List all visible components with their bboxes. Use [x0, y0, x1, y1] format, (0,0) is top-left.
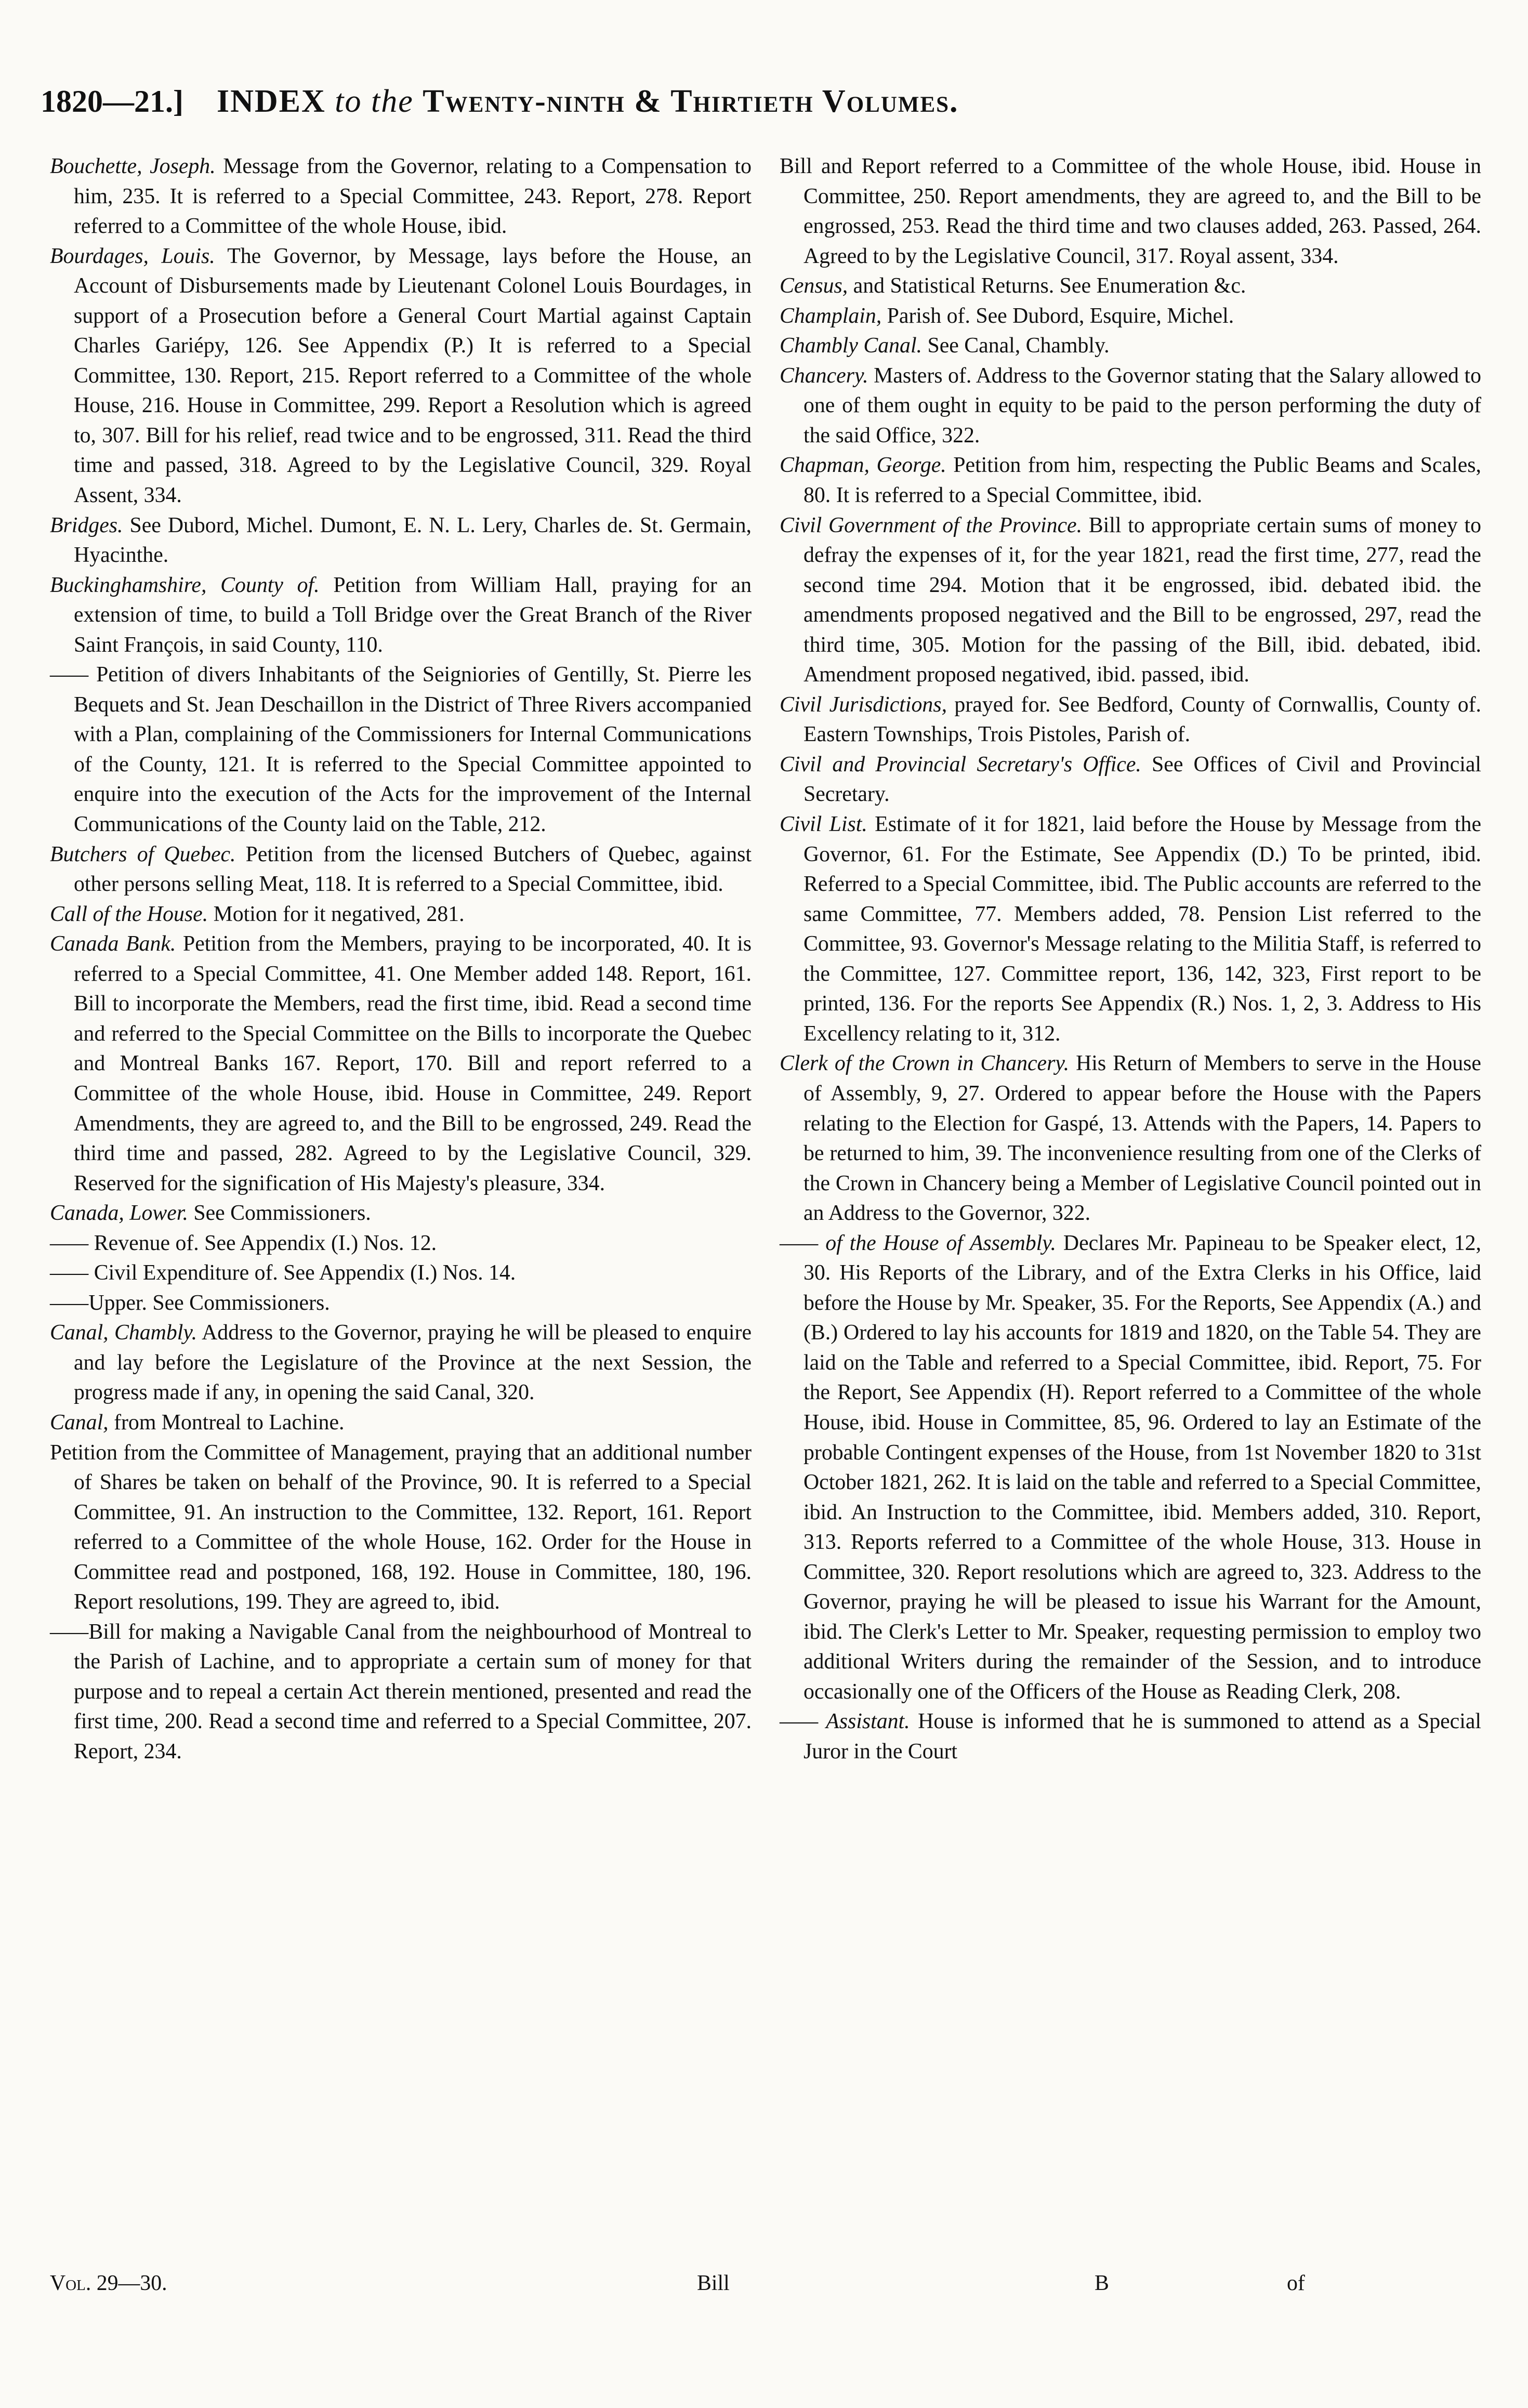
header-title-the: the	[371, 84, 414, 119]
entry-heading: Chambly Canal.	[780, 334, 923, 358]
entry-heading: ——	[50, 1261, 89, 1285]
index-entry	[50, 152, 752, 242]
index-entry	[780, 1229, 1481, 1707]
index-entry	[780, 810, 1481, 1049]
entry-heading: Chapman, George.	[780, 453, 946, 478]
entry-heading: Call of the House.	[50, 902, 208, 926]
entry-heading: Civil Jurisdictions,	[780, 692, 947, 717]
entry-text: Upper. See Commissioners.	[88, 1291, 330, 1315]
index-entry	[780, 271, 1481, 301]
entry-heading: Butchers of Quebec.	[50, 842, 236, 866]
entry-heading: —— of the House of Assembly.	[780, 1231, 1056, 1255]
index-entry	[780, 301, 1481, 332]
index-entry	[780, 511, 1481, 690]
index-entry	[50, 1318, 752, 1408]
entry-text: Petition of divers Inhabitants of the Seigniories of Gentilly, St. Pierre les Bequets and St. Jean Deschaillon in the District of Three Rivers accompanied with a Plan, complaining of the Commissioners for Internal Communications of the County, 121. It is referred to the Special Committee appointed to enquire into the execution of the Acts for the improvement of the Internal Communications of the County laid on the Table, 212.	[74, 663, 752, 837]
entry-heading: Clerk of the Crown in Chancery.	[780, 1051, 1070, 1076]
entry-text: Petition from him, respecting the Public Beams and Scales, 80. It is referred to a Special Committee, ibid.	[803, 453, 1482, 508]
index-entry	[50, 1617, 752, 1767]
entry-text: from Montreal to Lachine.	[108, 1410, 345, 1435]
entry-text: Revenue of. See Appendix (I.) Nos. 12.	[88, 1231, 437, 1255]
header-title	[217, 83, 959, 120]
entry-text: prayed for. See Bedford, County of Cornwallis, County of. Eastern Townships, Trois Pistoles, Parish of.	[803, 692, 1481, 747]
index-entry	[780, 1049, 1481, 1228]
entry-heading: ——	[50, 1231, 89, 1255]
entry-heading: —— Assistant.	[780, 1709, 910, 1734]
index-entry	[50, 1408, 752, 1438]
entry-text: Petition from William Hall, praying for an extension of time, to build a Toll Bridge over the Great Branch of the River Saint François, in said County, 110.	[74, 573, 752, 657]
entry-text: See Dubord, Michel. Dumont, E. N. L. Lery, Charles de. St. Germain, Hyacinthe.	[74, 513, 752, 568]
index-entry	[50, 1258, 752, 1288]
entry-text: Motion for it negatived, 281.	[208, 902, 465, 926]
signature-mark: B	[1095, 2271, 1109, 2295]
index-entry	[780, 152, 1481, 271]
page-footer	[50, 2269, 1401, 2300]
index-entry	[780, 1707, 1481, 1767]
index-entry	[780, 690, 1481, 750]
index-entry	[50, 1229, 752, 1259]
entry-heading: Civil Government of the Province.	[780, 513, 1083, 537]
entry-heading: Canada Bank.	[50, 932, 176, 956]
entry-text: Masters of. Address to the Governor stating that the Salary allowed to one of them ought in equity to be paid to the person performing the duty of the said Office, 322.	[803, 363, 1481, 448]
header-years: 1820—21.]	[41, 84, 183, 119]
entry-text: Parish of. See Dubord, Esquire, Michel.	[881, 304, 1234, 328]
index-entry	[50, 511, 752, 571]
index-entry	[50, 840, 752, 900]
index-entry	[50, 571, 752, 661]
entry-text: Declares Mr. Papineau to be Speaker elect, 12, 30. His Reports of the Library, and of the Extra Clerks in his Office, laid before the House by Mr. Speaker, 35. For the Reports, See Appendix (A.) and (B.) Ordered to lay his accounts for 1819 and 1820, on the Table 54. They are laid on the Table and referred to a Special Committee, ibid. Report, 75. For the Report, See Appendix (H). Report referred to a Committee of the whole House, ibid. House in Committee, 85, 96. Ordered to lay an Estimate of the probable Contingent expenses of the House, from 1st November 1820 to 31st October 1821, 262. It is laid on the table and referred to a Special Committee, ibid. An Instruction to the Committee, ibid. Members added, 310. Report, 313. Reports referred to a Committee of the whole House, 313. House in Committee, 320. Report resolutions which are agreed to, 323. Address to the Governor, praying he will be pleased to issue his Warrant for the Amount, ibid. The Clerk's Letter to Mr. Speaker, requesting permission to employ two additional Writers during the remainder of the Session, and to introduce occasionally one of the Officers of the House as Reading Clerk, 208.	[803, 1231, 1481, 1704]
index-entry	[50, 929, 752, 1199]
index-entry	[780, 361, 1481, 451]
entry-text: House is informed that he is summoned to attend as a Special Juror in the Court	[803, 1709, 1481, 1764]
entry-heading: Bridges.	[50, 513, 123, 537]
entry-heading: Canal,	[50, 1410, 109, 1435]
entry-heading: Chancery.	[780, 363, 868, 388]
index-entry	[780, 451, 1481, 510]
entry-text: Address to the Governor, praying he will be pleased to enquire and lay before the Legislature of the Province at the next Session, the progress made if any, in opening the said Canal, 320.	[74, 1321, 752, 1405]
index-entry	[50, 1199, 752, 1229]
entry-text: Petition from the Members, praying to be incorporated, 40. It is referred to a Special Committee, 41. One Member added 148. Report, 161. Bill to incorporate the Members, read the first time, ibid. Read a second time and referred to the Special Committee on the Bills to incorporate the Quebec and Montreal Banks 167. Report, 170. Bill and report referred to a Committee of the whole House, ibid. House in Committee, 249. Report Amendments, they are agreed to, and the Bill to be engrossed, 249. Read the third time and passed, 282. Agreed to by the Legislative Council, 329. Reserved for the signification of His Majesty's pleasure, 334.	[74, 932, 752, 1195]
entry-text: and Statistical Returns. See Enumeration &c.	[848, 274, 1246, 298]
index-entry	[50, 660, 752, 839]
entry-heading: Buckinghamshire, County of.	[50, 573, 320, 597]
entry-heading: Canal, Chambly.	[50, 1321, 197, 1345]
entry-text: Petition from the Committee of Management, praying that an additional number of Shares be taken on behalf of the Province, 90. It is referred to a Special Committee, 91. An instruction to the Committee, 132. Report, 161. Report referred to a Committee of the whole House, 162. Order for the House in Committee read and postponed, 168, 192. House in Committee, 180, 196. Report resolutions, 199. They are agreed to, ibid.	[50, 1440, 752, 1614]
entry-text: Message from the Governor, relating to a Compensation to him, 235. It is referred to a Special Committee, 243. Report, 278. Report referred to a Committee of the whole House, ibid.	[74, 154, 752, 239]
index-entry	[50, 1288, 752, 1319]
entry-text: Bill to appropriate certain sums of money to defray the expenses of it, for the year 1821, read the first time, 277, read the second time 294. Motion that it be engrossed, ibid. debated ibid. the amendments proposed negatived and the Bill to be engrossed, 297, read the third time, 305. Motion for the passing of the Bill, ibid. debated, ibid. Amendment proposed negatived, ibid. passed, ibid.	[803, 513, 1481, 687]
entry-text: Bill and Report referred to a Committee of the whole House, ibid. House in Committee, 250. Report amendments, they are agreed to, and the Bill to be engrossed, 253. Read the third time and two clauses added, 263. Passed, 264. Agreed to by the Legislative Council, 317. Royal assent, 334.	[780, 154, 1481, 268]
entry-text: The Governor, by Message, lays before the House, an Account of Disbursements made by Lieutenant Colonel Louis Bourdages, in support of a Prosecution before a General Court Martial against Captain Charles Gariépy, 126. See Appendix (P.) It is referred to a Special Committee, 130. Report, 215. Report referred to a Committee of the whole House, 216. House in Committee, 299. Report a Resolution which is agreed to, 307. Bill for his relief, read twice and to be engrossed, 311. Read the third time and passed, 318. Agreed to by the Legislative Council, 329. Royal Assent, 334.	[74, 244, 752, 508]
header-title-to: to	[335, 84, 362, 119]
entry-text: See Canal, Chambly.	[922, 334, 1110, 358]
entry-text: See Offices of Civil and Provincial Secretary.	[803, 752, 1481, 807]
entry-heading: Champlain,	[780, 304, 882, 328]
volume-mark: Vol. 29—30.	[50, 2271, 167, 2295]
header-title-index: INDEX	[216, 84, 326, 119]
entry-heading: Census,	[780, 274, 848, 298]
index-entry	[50, 242, 752, 511]
header-title-rest: Twenty-ninth & Thirtieth Volumes.	[423, 84, 959, 119]
index-entry	[780, 331, 1481, 361]
left-column	[50, 152, 752, 1767]
entry-heading: ——	[50, 1291, 89, 1315]
entry-text: See Commissioners.	[188, 1201, 371, 1226]
catchword-left: Bill	[697, 2271, 730, 2295]
entry-heading: Civil List.	[780, 812, 867, 837]
entry-heading: Bourdages, Louis.	[50, 244, 215, 268]
right-column	[780, 152, 1481, 1767]
entry-text: Estimate of it for 1821, laid before the House by Message from the Governor, 61. For the Estimate, See Appendix (D.) To be printed, ibid. Referred to a Special Committee, ibid. The Public accounts are referred to the same Committee, 77. Members added, 78. Pension List referred to the Committee, 93. Governor's Message relating to the Militia Staff, is referred to the Committee, 127. Committee report, 136, 142, 323, First report to be printed, 136. For the reports See Appendix (R.) Nos. 1, 2, 3. Address to His Excellency relating to it, 312.	[803, 812, 1481, 1046]
entry-text: Civil Expenditure of. See Appendix (I.) Nos. 14.	[88, 1261, 516, 1285]
entry-text: Petition from the licensed Butchers of Quebec, against other persons selling Meat, 118. It is referred to a Special Committee, ibid.	[74, 842, 752, 897]
index-entry	[50, 900, 752, 930]
entry-heading: Canada, Lower.	[50, 1201, 188, 1226]
entry-text: Bill for making a Navigable Canal from the neighbourhood of Montreal to the Parish of Lachine, and to appropriate a certain sum of money for that purpose and to repeal a certain Act therein mentioned, presented and read the first time, 200. Read a second time and referred to a Special Committee, 207. Report, 234.	[74, 1620, 752, 1764]
entry-heading: Civil and Provincial Secretary's Office.	[780, 752, 1141, 777]
entry-text: His Return of Members to serve in the House of Assembly, 9, 27. Ordered to appear before the House with the Papers relating to the Election for Gaspé, 13. Attends with the Papers, 14. Papers to be returned to him, 39. The inconvenience resulting from one of the Clerks of the Crown in Chancery being a Member of Legislative Council pointed out in an Address to the Governor, 322.	[803, 1051, 1481, 1226]
index-entry	[50, 1438, 752, 1617]
entry-heading: Bouchette, Joseph.	[50, 154, 216, 178]
entry-heading: ——	[50, 1620, 89, 1644]
page-header	[41, 83, 1226, 135]
index-entry	[780, 750, 1481, 810]
catchword-right: of	[1287, 2271, 1305, 2295]
entry-heading: ——	[50, 663, 89, 687]
